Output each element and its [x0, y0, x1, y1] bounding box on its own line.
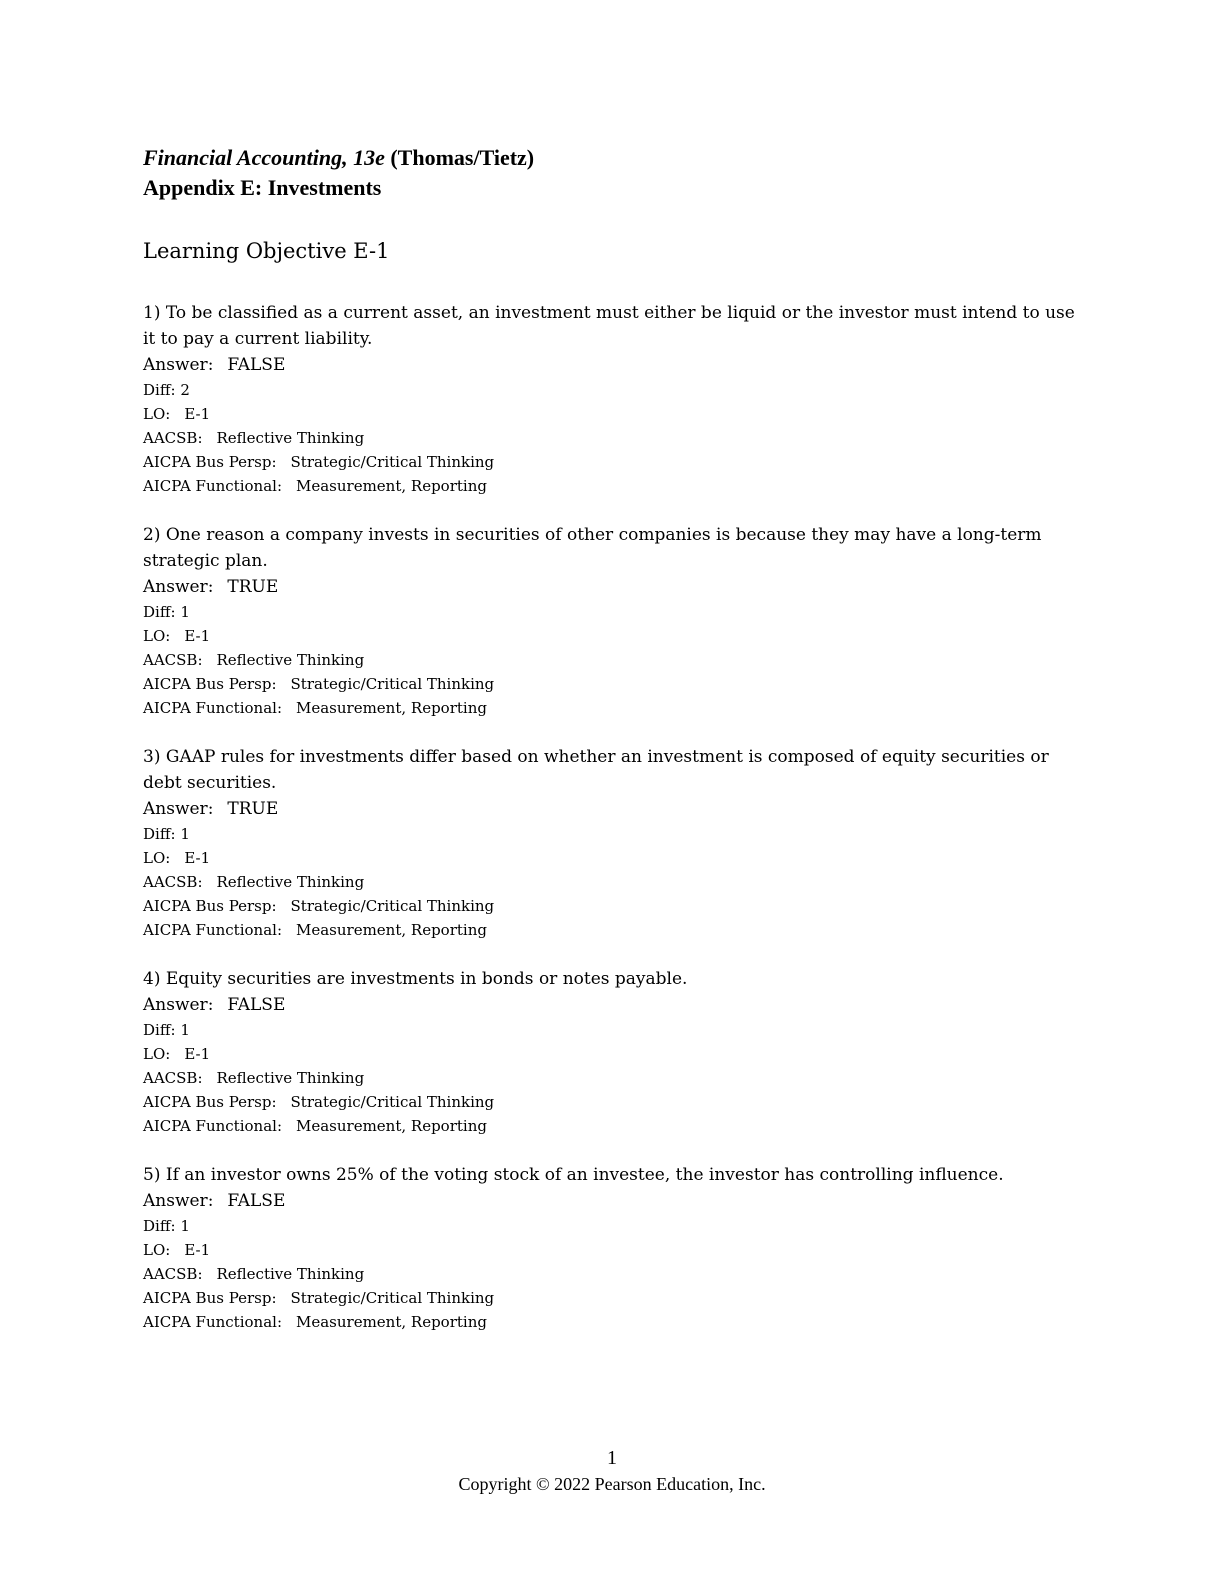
aicpa-func-value: Measurement, Reporting — [296, 921, 487, 939]
aicpa-bus-line — [143, 894, 1083, 918]
answer-label: Answer: — [143, 1191, 214, 1211]
question-number: 3) — [143, 747, 161, 767]
aacsb-value: Reflective Thinking — [216, 873, 365, 891]
aicpa-bus-line — [143, 1286, 1083, 1310]
section-heading: Learning Objective E-1 — [143, 239, 390, 263]
lo-value: E-1 — [184, 1045, 211, 1063]
answer-value: TRUE — [227, 799, 279, 819]
answer-value: FALSE — [227, 995, 286, 1015]
question-text — [143, 522, 1083, 574]
question-text — [143, 744, 1083, 796]
question-text — [143, 966, 1083, 992]
aacsb-value: Reflective Thinking — [216, 1265, 365, 1283]
diff-line — [143, 1214, 1083, 1238]
answer-value: FALSE — [227, 355, 286, 375]
aicpa-bus-label: AICPA Bus Persp: — [143, 897, 277, 915]
diff-label: Diff: — [143, 381, 176, 399]
aicpa-bus-value: Strategic/Critical Thinking — [290, 1093, 495, 1111]
aacsb-label: AACSB: — [143, 651, 203, 669]
diff-label: Diff: — [143, 603, 176, 621]
aacsb-label: AACSB: — [143, 873, 203, 891]
lo-label: LO: — [143, 1045, 171, 1063]
aicpa-func-line — [143, 1310, 1083, 1334]
aacsb-line — [143, 1262, 1083, 1286]
page-number: 1 — [607, 1447, 617, 1469]
answer-label: Answer: — [143, 799, 214, 819]
aicpa-func-label: AICPA Functional: — [143, 1117, 282, 1135]
diff-label: Diff: — [143, 1021, 176, 1039]
answer-value: FALSE — [227, 1191, 286, 1211]
aacsb-label: AACSB: — [143, 1069, 203, 1087]
diff-value: 1 — [180, 825, 190, 843]
question-item — [143, 1162, 1083, 1334]
aacsb-value: Reflective Thinking — [216, 1069, 365, 1087]
lo-line — [143, 1238, 1083, 1262]
aacsb-label: AACSB: — [143, 429, 203, 447]
aicpa-func-line — [143, 918, 1083, 942]
question-item — [143, 300, 1083, 498]
diff-line — [143, 600, 1083, 624]
question-text — [143, 1162, 1083, 1188]
aacsb-label: AACSB: — [143, 1265, 203, 1283]
aicpa-func-label: AICPA Functional: — [143, 477, 282, 495]
aicpa-bus-line — [143, 672, 1083, 696]
question-body: One reason a company invests in securities of other companies is because they may have a long-term strategic plan. — [143, 525, 1042, 571]
question-list — [143, 300, 1083, 1358]
lo-value: E-1 — [184, 849, 211, 867]
lo-label: LO: — [143, 1241, 171, 1259]
aicpa-bus-line — [143, 1090, 1083, 1114]
answer-line — [143, 796, 1083, 822]
answer-value: TRUE — [227, 577, 279, 597]
aicpa-func-line — [143, 696, 1083, 720]
aicpa-func-value: Measurement, Reporting — [296, 1313, 487, 1331]
diff-label: Diff: — [143, 825, 176, 843]
book-title: Financial Accounting, 13e — [143, 145, 385, 170]
aacsb-value: Reflective Thinking — [216, 429, 365, 447]
question-body: Equity securities are investments in bonds or notes payable. — [165, 969, 688, 989]
question-item — [143, 522, 1083, 720]
aicpa-bus-label: AICPA Bus Persp: — [143, 453, 277, 471]
aacsb-value: Reflective Thinking — [216, 651, 365, 669]
aicpa-func-line — [143, 1114, 1083, 1138]
question-number: 4) — [143, 969, 161, 989]
diff-value: 1 — [180, 1021, 190, 1039]
question-number: 1) — [143, 303, 161, 323]
lo-line — [143, 402, 1083, 426]
answer-label: Answer: — [143, 577, 214, 597]
aicpa-func-line — [143, 474, 1083, 498]
question-body: GAAP rules for investments differ based on whether an investment is composed of equity securities or debt securities. — [143, 747, 1049, 793]
question-item — [143, 966, 1083, 1138]
question-number: 2) — [143, 525, 161, 545]
aicpa-func-label: AICPA Functional: — [143, 921, 282, 939]
answer-label: Answer: — [143, 355, 214, 375]
aacsb-line — [143, 648, 1083, 672]
aicpa-func-label: AICPA Functional: — [143, 1313, 282, 1331]
aicpa-func-value: Measurement, Reporting — [296, 1117, 487, 1135]
book-title-line — [143, 143, 1083, 173]
aacsb-line — [143, 870, 1083, 894]
aicpa-bus-value: Strategic/Critical Thinking — [290, 453, 495, 471]
answer-line — [143, 1188, 1083, 1214]
aicpa-bus-value: Strategic/Critical Thinking — [290, 897, 495, 915]
aacsb-line — [143, 426, 1083, 450]
answer-label: Answer: — [143, 995, 214, 1015]
copyright-notice: Copyright © 2022 Pearson Education, Inc. — [458, 1474, 766, 1494]
question-text — [143, 300, 1083, 352]
aicpa-bus-label: AICPA Bus Persp: — [143, 1093, 277, 1111]
chapter-title: Appendix E: Investments — [143, 175, 382, 200]
question-item — [143, 744, 1083, 942]
answer-line — [143, 352, 1083, 378]
diff-line — [143, 378, 1083, 402]
aicpa-func-label: AICPA Functional: — [143, 699, 282, 717]
question-body: If an investor owns 25% of the voting stock of an investee, the investor has controlling influence. — [165, 1165, 1004, 1185]
aicpa-func-value: Measurement, Reporting — [296, 699, 487, 717]
diff-line — [143, 1018, 1083, 1042]
aicpa-bus-label: AICPA Bus Persp: — [143, 1289, 277, 1307]
lo-label: LO: — [143, 627, 171, 645]
question-number: 5) — [143, 1165, 161, 1185]
lo-value: E-1 — [184, 627, 211, 645]
diff-value: 1 — [180, 1217, 190, 1235]
diff-label: Diff: — [143, 1217, 176, 1235]
aicpa-func-value: Measurement, Reporting — [296, 477, 487, 495]
lo-line — [143, 1042, 1083, 1066]
lo-value: E-1 — [184, 1241, 211, 1259]
aicpa-bus-label: AICPA Bus Persp: — [143, 675, 277, 693]
aicpa-bus-value: Strategic/Critical Thinking — [290, 1289, 495, 1307]
lo-line — [143, 846, 1083, 870]
lo-line — [143, 624, 1083, 648]
diff-value: 1 — [180, 603, 190, 621]
diff-line — [143, 822, 1083, 846]
aicpa-bus-line — [143, 450, 1083, 474]
aacsb-line — [143, 1066, 1083, 1090]
book-authors: (Thomas/Tietz) — [384, 145, 535, 170]
lo-value: E-1 — [184, 405, 211, 423]
question-body: To be classified as a current asset, an investment must either be liquid or the investor must intend to use it to pay a current liability. — [143, 303, 1075, 349]
lo-label: LO: — [143, 405, 171, 423]
document-header — [143, 143, 1083, 203]
answer-line — [143, 574, 1083, 600]
lo-label: LO: — [143, 849, 171, 867]
answer-line — [143, 992, 1083, 1018]
aicpa-bus-value: Strategic/Critical Thinking — [290, 675, 495, 693]
diff-value: 2 — [180, 381, 190, 399]
